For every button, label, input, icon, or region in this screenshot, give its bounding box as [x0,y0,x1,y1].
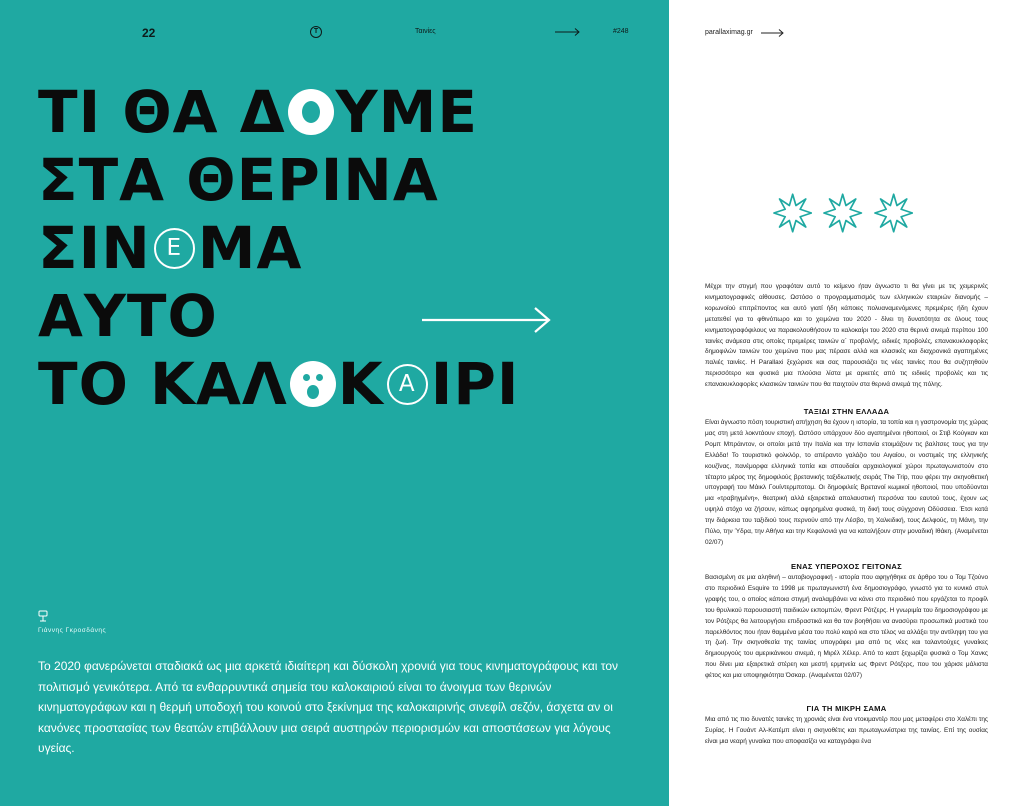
intro-paragraph: Το 2020 φανερώνεται σταδιακά ως μια αρκετά ιδιαίτερη και δύσκολη χρονιά για τους κινηματογράφους και τον πολιτισμό γενικότερα. Από τα ενθαρρυντικά σημεία του καλοκαιριού είναι το άνοιγμα των θερινών κινηματογράφων και η θερμή υποδοχή του κοινού στο ξεκίνημα της καλοκαιρινής σινεφίλ σεζόν, άσχετα αν οι κανόνες προστασίας των θεατών επιβάλλουν μια σειρά αυστηρών περιορισμών και αποστάσεων για λόγους υγείας. [38,659,619,755]
issue-number: #248 [613,28,629,35]
headline [38,78,578,418]
subheading: ΤΑΞΙΔΙ ΣΤΗΝ ΕΛΛΑΔΑ [803,407,890,416]
author-pen-icon [38,610,48,622]
circled-letter-e: Ε [154,228,195,269]
article-paragraph: Είναι άγνωστο πόση τουριστική απήχηση θα έχουν η ιστορία, τα τοπία και η γαστρονομία της χώρας μας στη μετά λοκντάουν εποχή. Ωστόσο υπάρχουν δύο αγαπημένοι ηθοποιοί, οι Στιβ Κούγκαν και Ρομπ Μπράιντον, οι οποίοι μετά την Ιταλία και την Ισπανία ετοιμάζουν τις βαλίτσες τους για την Ελλάδα! Το τουριστικό φολκλόρ, το απέραντο γαλάζιο του Αιγαίου, οι νοστιμιές της ελληνικής κουζίνας, πανέμορφα ελληνικά τοπία και σπουδαίοι αρχαιολογικοί χώροι πρωταγωνιστούν στο τέταρτο μέρος της δημοφιλούς βρετανικής ταξιδιωτικής σειράς The Trip, που φέρει την σκηνοθετική υπογραφή του Μάικλ Γουίντερμποτομ. Οι δημοφιλείς Βρετανοί κωμικοί ηθοποιοί, που υποδύονται μια «τραβηγμένη», θεατρική αλλά εξαιρετικά απολαυστική περσόνα του εαυτού τους, έχουν ως υψηλό στόχο να ζήσουν, κάπως αφηρημένα φυσικά, τη δική τους σύγχρονη Οδύσσεια. Έτσι κατά την διάρκεια του ταξιδιού τους περνούν από την Λέσβο, τη Χαλκιδική, τους Δελφούς, τη Μάνη, την Πύλο, την Ύδρα, την Αθήνα και την Κεφαλονιά για να καταλήξουν στην μοναδική Ιθάκη. (Αναμένεται 02/07) [705,419,988,546]
subheading: ΕΝΑΣ ΥΠΕΡΟΧΟΣ ΓΕΙΤΟΝΑΣ [790,562,903,571]
headline-line-1 [38,78,578,146]
arrow-right-icon [555,27,581,37]
star-icon [874,192,913,234]
headline-line-2 [38,146,578,214]
star-icon [823,192,862,234]
surprised-face-icon [290,361,336,407]
article-paragraph: Βασισμένη σε μια αληθινή – αυτοβιογραφική - ιστορία που αφηγήθηκε σε άρθρο του ο Τομ Τζούνο στο περιοδικό Esquire το 1998 με πρωταγωνιστή ένα δημοσιογράφο, γνωστό για το κυνικό στυλ γραφής του, ο οποίος κάποια στιγμή αναλαμβάνει να κάνει στο περιοδικό που εργάζεται το προφίλ του θρυλικού παρουσιαστή παιδικών εκπομπών, Φρεντ Ρότζερς. Η γνωριμία του δημοσιογράφου με τον Ρότζερς θα λειτουργήσει επιδραστικά και θα τον βοηθήσει να ανασύρει προσωπικά μυστικά του παρελθόντος που ήταν θαμμένα μέσα του πολύ καιρό και στο τέλος να αλλάξει την αντίληψη του για τη ζωή. Την σκηνοθεσία της ταινίας υπογράφει μια από τις νέες και ταλαντούχες γυναίκες δημιουργούς του αμερικάνικου σινεμά, η Μιρέλ Χέλερ. Από το καστ ξεχωρίζει φυσικά ο Τομ Χανκς που δίνει μια εξαιρετικά στέρεη και μεστή ερμηνεία ως Φρεντ Ρότζερς, που του χάρισε μάλιστα φέτος και μια υποψηφιότητα Όσκαρ. (Αναμένεται 02/07) [705,574,988,680]
headline-line-5 [38,350,578,418]
headline-text: ΙΡΙ [430,350,520,418]
omicron-disc-icon [288,89,334,135]
section-label: Ταινίες [415,28,436,35]
rating-stars [773,192,913,240]
headline-line-3 [38,214,578,282]
headline-text: Κ [337,350,384,418]
circled-letter-a: Α [387,364,428,405]
arrow-right-icon [761,28,785,38]
site-name: parallaximag.gr [705,29,753,36]
right-page [669,0,1012,806]
subheading: ΓΙΑ ΤΗ ΜΙΚΡΗ ΣΑΜΑ [806,704,887,713]
headline-text: ΣΤΑ ΘΕΡΙΝΑ [38,146,439,214]
section-t-icon: T [310,26,322,38]
headline-text: ΣΙΝ [38,214,151,282]
star-icon [773,192,812,234]
article-paragraph: Μέχρι την στιγμή που γραφόταν αυτό το κείμενο ήταν άγνωστο τι θα γίνει με τις χειμερινές κινηματογραφικές αίθουσες. Ωστόσο ο προγραμματισμός των ελληνικών εταιριών διανομής – κορωνοϊού επιτρέποντος και αυτό γιατί ήδη κάποιες πολυαναμενόμενες πρεμιέρες ήδη έχουν μετατεθεί για το φθινόπωρο και το χειμώνα του 2020 - δίνει τη δυνατότητα σε όλους τους κινηματογραφόφιλους να παρακολουθήσουν το καλοκαίρι του 2020 στα θερινά σινεμά περίπου 100 ταινίες ανάμεσα στις οποίες πρεμιέρες ταινιών α΄ προβολής, ειδικές προβολές, επανακυκλοφορίες δημοφιλών ταινιών του χειμώνα που μας πέρασε αλλά και κλασικές και διαχρονικά αγαπημένες παλιές ταινίες. Η Parallaxi ξεχώρισε και σας παρουσιάζει τις νέες ταινίες που θα συζητηθούν περισσότερο και φυσικά μια πλούσια λίστα με αρκετές από τις ειδικές προβολές και τις επανακυκλοφορίες κλασικών ταινιών που θα παιχτούν στα θερινά σινεμά της πόλης. [705,283,988,389]
headline-text: ΑΥΤΟ [38,282,218,350]
article-paragraph: Μια από τις πιο δυνατές ταινίες τη χρονιάς είναι ένα ντοκιμαντέρ που μας μεταφέρει στο Χαλέπι της Συρίας. Η Γουάντ Αλ-Κατέμπ είναι η σκηνοθέτις και πρωταγωνίστρια της ταινίας. Επί της ουσίας είναι μια νεαρή γυναίκα που αποφασίζει να καταγράφει ένα [705,716,988,745]
page-number: 22 [142,26,156,40]
headline-text: ΥΜΕ [335,78,478,146]
headline-text: ΤΙ ΘΑ Δ [38,78,286,146]
headline-text: ΤΟ ΚΑΛ [38,350,288,418]
headline-text: ΜΑ [197,214,303,282]
author-name: Γιάννης Γκροσδάνης [38,627,107,634]
large-arrow-right-icon [422,306,552,334]
